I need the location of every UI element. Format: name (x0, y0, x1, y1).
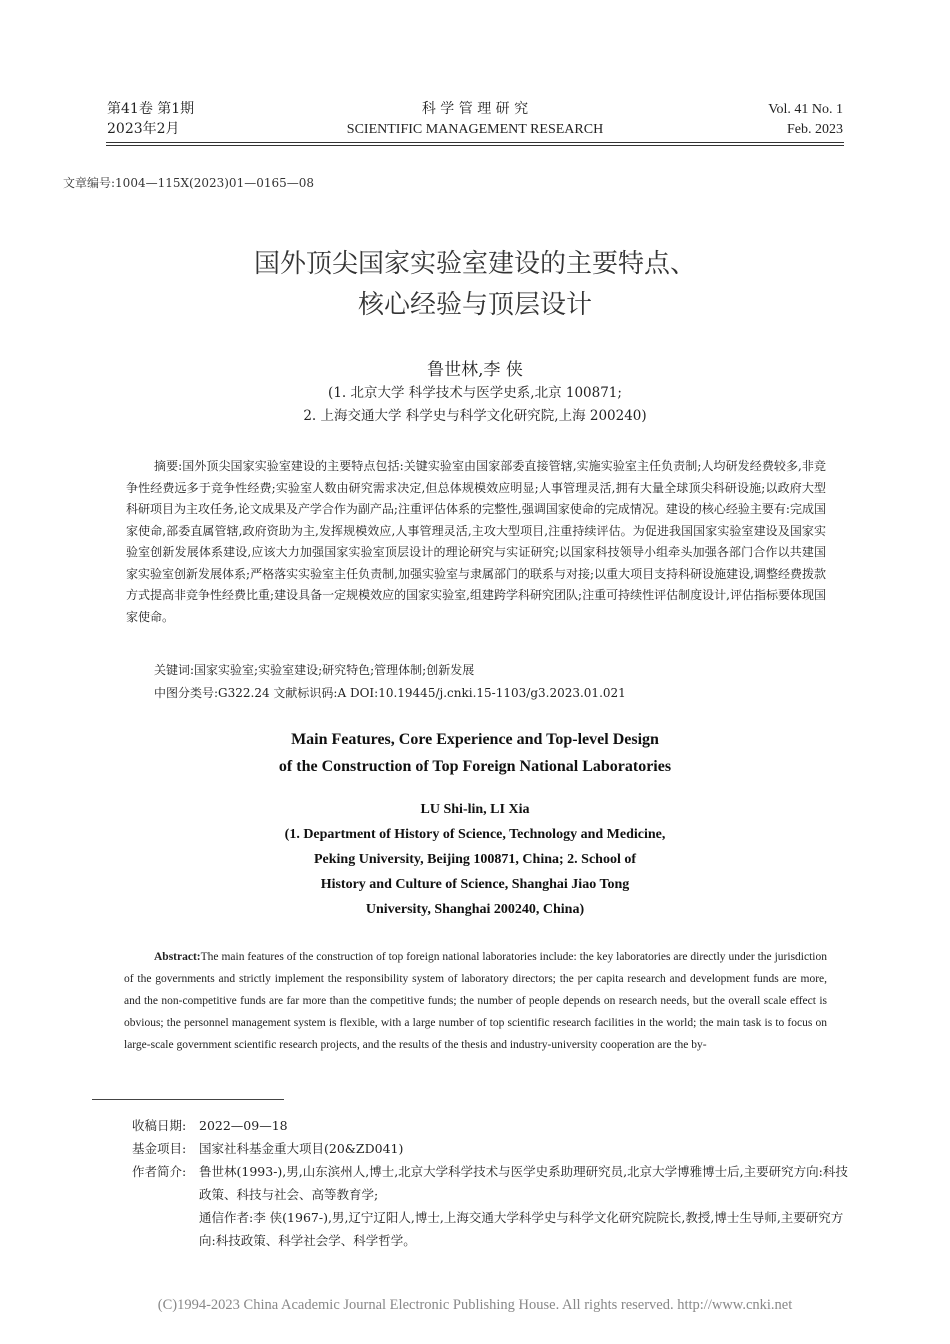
title-en-line1: Main Features, Core Experience and Top-level Design (291, 731, 659, 748)
corresponding-author: 通信作者:李 侠(1967-),男,辽宁辽阳人,博士,上海交通大学科学史与科学文化研究院院长,教授,博士生导师,主要研究方向:科技政策、科学社会学、科学哲学。 (199, 1210, 844, 1248)
header-volume-issue: 第41卷 第1期 (107, 101, 195, 117)
title-cn-line1: 国外顶尖国家实验室建设的主要特点、 (253, 249, 696, 279)
abstract-en-text: The main features of the construction of top foreign national laboratories include: the key laboratories are directly under the jurisdiction of the governments and strictly implement the responsibility system of laboratory directors; the per capita research and development funds are more, and the non-competitive funds are far more than the competitive funds; the number of people depends on research needs, but the overall scale effect is obvious; the personnel management system is flexible, with a large number of top scientific research facilities in the world; the main task is to focus on large-scale government scientific research projects, and the results of the thesis and industry-university cooperation are the by- (124, 951, 827, 1051)
title-cn-line2: 核心经验与顶层设计 (357, 290, 592, 320)
fund-label: 基金项目: (132, 1141, 187, 1156)
header-month-year: Feb. 2023 (787, 122, 843, 137)
affiliation-en-line3: History and Culture of Science, Shanghai Jiao Tong (320, 877, 630, 892)
header-vol-no: Vol. 41 No. 1 (768, 102, 843, 117)
affiliation-cn-line1: (1. 北京大学 科学技术与医学史系,北京 100871; (328, 385, 622, 401)
bio-label: 作者简介: (132, 1164, 187, 1179)
authors-en: LU Shi-lin, LI Xia (420, 802, 530, 817)
abstract-en (124, 947, 827, 1057)
affiliation-en-line4: University, Shanghai 200240, China) (365, 902, 585, 917)
received-date: 2022—09—18 (199, 1118, 288, 1133)
classification-doi: 中图分类号:G322.24 文献标识码:A DOI:10.19445/j.cnki.15-1103/g3.2023.01.021 (154, 686, 626, 700)
journal-name-en: SCIENTIFIC MANAGEMENT RESEARCH (346, 122, 604, 137)
received-label: 收稿日期: (132, 1118, 187, 1133)
header-rule-top (106, 142, 844, 143)
abstract-cn: 摘要:国外顶尖国家实验室建设的主要特点包括:关键实验室由国家部委直接管辖,实施实验室主任负责制;人均研发经费较多,非竞争性经费远多于竞争性经费;实验室人数由研究需求决定,但总体规模效应明显;人事管理灵活,拥有大量全球顶尖科研设施;以政府大型科研项目为主攻任务,论文成果及产学合作为副产品;注重评估体系的完整性,强调国家使命的完成情况。建设的核心经验主要有:完成国家使命,部委直属管辖,政府资助为主,发挥规模效应,人事管理灵活,主攻大型项目,注重持续评估。为促进我国国家实验室建设及国家实验室创新发展体系建设,应该大力加强国家实验室顶层设计的理论研究与实证研究;以国家科技领导小组牵头加强各部门合作以共建国家实验室创新发展体系;严格落实实验室主任负责制,加强实验室与隶属部门的联系与对接;以重大项目支持科研设施建设,调整经费拨款方式提高非竞争性经费比重;建设具备一定规模效应的国家实验室,组建跨学科研究团队;注重可持续性评估制度设计,评估指标要体现国家使命。 (126, 459, 826, 624)
authors-cn: 鲁世林,李 侠 (427, 360, 523, 380)
affiliation-cn-line2: 2. 上海交通大学 科学史与科学文化研究院,上海 200240) (303, 408, 647, 424)
author-bio: 鲁世林(1993-),男,山东滨州人,博士,北京大学科学技术与医学史系助理研究员,北京大学博雅博士后,主要研究方向:科技政策、科技与社会、高等教育学; (199, 1164, 848, 1202)
header-date: 2023年2月 (107, 121, 180, 137)
abstract-en-label: Abstract: (154, 951, 201, 963)
affiliation-en-line2: Peking University, Beijing 100871, China; 2. School of (313, 852, 637, 867)
journal-name-cn: 科 学 管 理 研 究 (421, 101, 529, 117)
title-en-line2: of the Construction of Top Foreign National Laboratories (278, 758, 672, 775)
footnote-rule (92, 1099, 284, 1100)
affiliation-en-line1: (1. Department of History of Science, Technology and Medicine, (284, 827, 666, 842)
copyright-notice: (C)1994-2023 China Academic Journal Electronic Publishing House. All rights reserved. http://www.cnki.net (157, 1297, 793, 1313)
article-number: 文章编号:1004—115X(2023)01—0165—08 (63, 176, 315, 190)
header-rule-bottom (106, 145, 844, 146)
keywords-cn: 关键词:国家实验室;实验室建设;研究特色;管理体制;创新发展 (154, 663, 475, 677)
fund-project: 国家社科基金重大项目(20&ZD041) (199, 1141, 404, 1156)
